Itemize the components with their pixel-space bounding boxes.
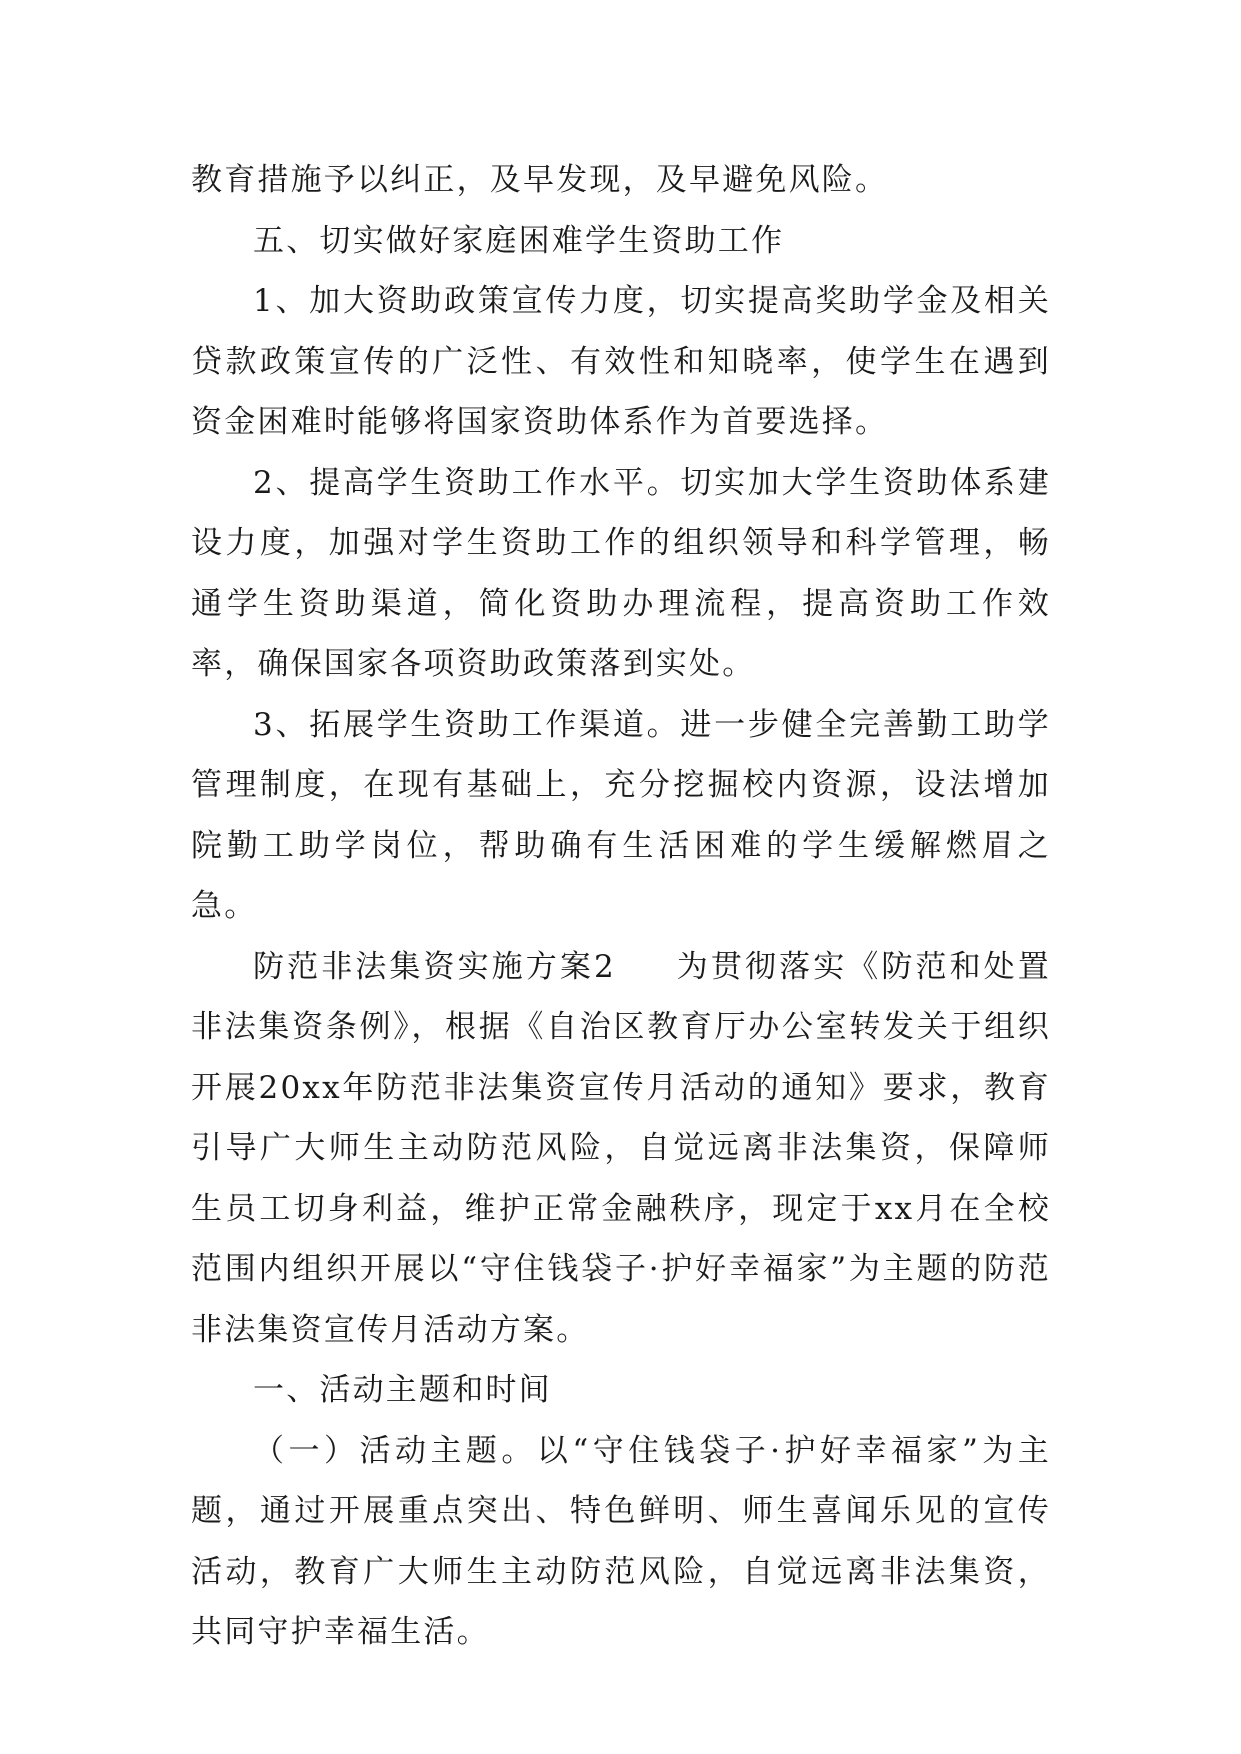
plan-title: 防范非法集资实施方案2 xyxy=(253,948,616,985)
plan-intro-text: 为贯彻落实《防范和处置非法集资条例》，根据《自治区教育厅办公室转发关于组织开展20xx年防范非法集资宣传月活动的通知》要求，教育引导广大师生主动防范风险，自觉远离非法集资，保障师生员工切身利益，维护正常金融秩序，现定于xx月在全校范围内组织开展以“守住钱袋子·护好幸福家”为主题的防范非法集资宣传月活动方案。 xyxy=(191,948,1051,1348)
paragraph-plan-2 xyxy=(191,937,1051,1361)
paragraph-item-1: 1、加大资助政策宣传力度，切实提高奖助学金及相关贷款政策宣传的广泛性、有效性和知晓率，使学生在遇到资金困难时能够将国家资助体系作为首要选择。 xyxy=(191,283,1051,440)
paragraph-activity-theme: （一）活动主题。以“守住钱袋子·护好幸福家”为主题，通过开展重点突出、特色鲜明、师生喜闻乐见的宣传活动，教育广大师生主动防范风险，自觉远离非法集资，共同守护幸福生活。 xyxy=(191,1432,1051,1650)
paragraph-continuation: 教育措施予以纠正，及早发现，及早避免风险。 xyxy=(191,162,889,198)
document-body xyxy=(191,150,1051,1663)
paragraph-item-3: 3、拓展学生资助工作渠道。进一步健全完善勤工助学管理制度，在现有基础上，充分挖掘校内资源，设法增加院勤工助学岗位，帮助确有生活困难的学生缓解燃眉之急。 xyxy=(191,706,1051,924)
section-heading-one: 一、活动主题和时间 xyxy=(253,1372,552,1408)
paragraph-item-2: 2、提高学生资助工作水平。切实加大学生资助体系建设力度，加强对学生资助工作的组织领导和科学管理，畅通学生资助渠道，简化资助办理流程，提高资助工作效率，确保国家各项资助政策落到实处。 xyxy=(191,464,1051,682)
section-heading-five: 五、切实做好家庭困难学生资助工作 xyxy=(253,222,785,259)
